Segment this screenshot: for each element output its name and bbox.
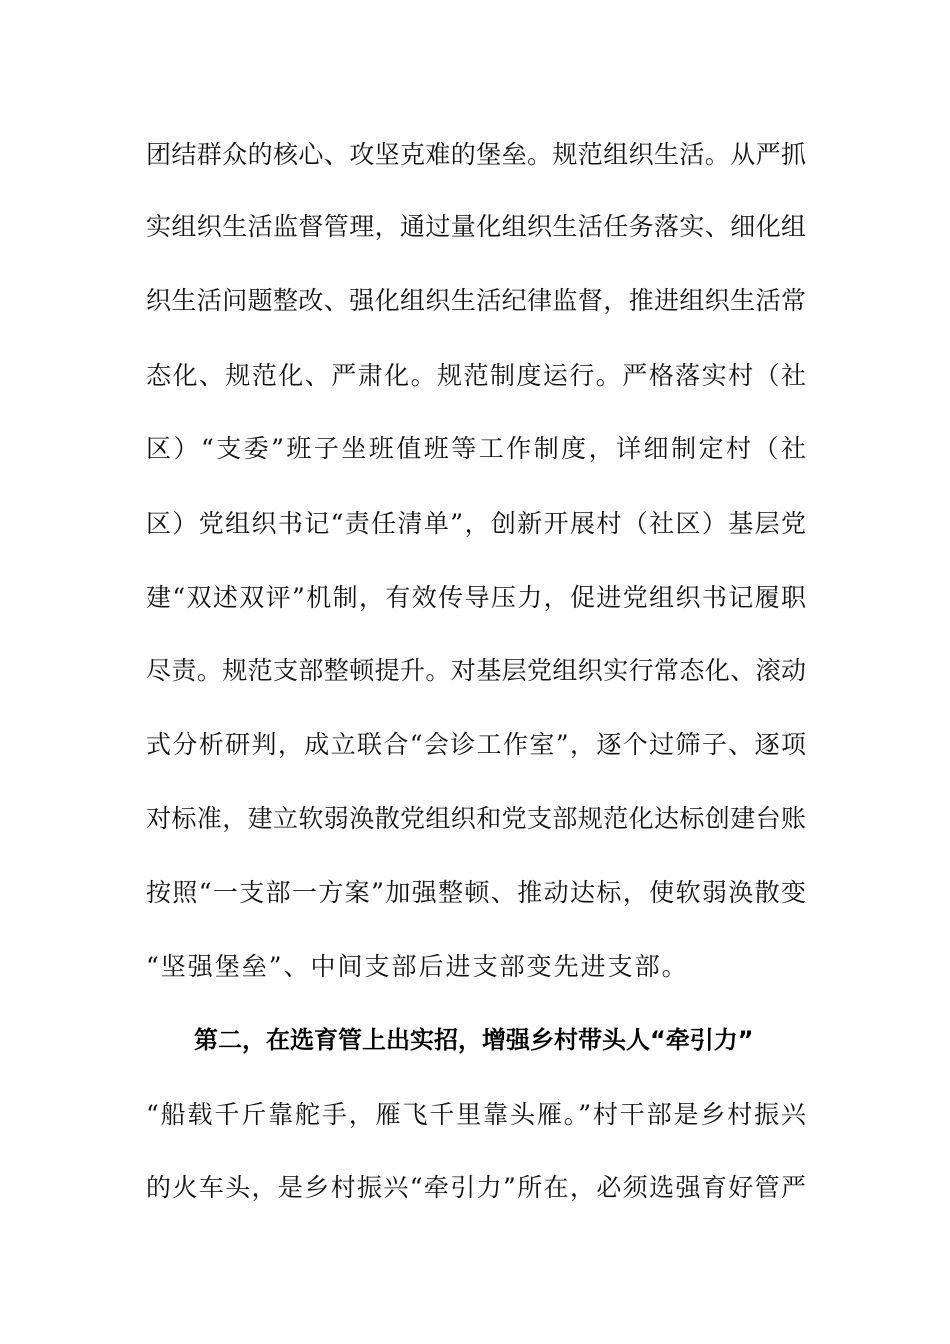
paragraph-line: 式分析研判，成立联合“会诊工作室”，逐个过筛子、逐项 bbox=[146, 730, 806, 759]
paragraph-line: 按照“一支部一方案”加强整顿、推动达标，使软弱涣散变 bbox=[146, 878, 806, 907]
paragraph-line: 对标准，建立软弱涣散党组织和党支部规范化达标创建台账 bbox=[146, 804, 806, 833]
paragraph-line: 的火车头，是乡村振兴“牵引力”所在，必须选强育好管严 bbox=[146, 1173, 806, 1202]
paragraph-line: 团结群众的核心、攻坚克难的堡垒。规范组织生活。从严抓 bbox=[146, 140, 806, 169]
paragraph-line: “坚强堡垒”、中间支部后进支部变先进支部。 bbox=[146, 952, 689, 981]
paragraph-line: 区）“支委”班子坐班值班等工作制度，详细制定村（社 bbox=[146, 434, 806, 463]
section-heading: 第二，在选育管上出实招，增强乡村带头人“牵引力” bbox=[194, 1026, 754, 1054]
paragraph-line: 态化、规范化、严肃化。规范制度运行。严格落实村（社 bbox=[146, 361, 806, 390]
paragraph-line: 织生活问题整改、强化组织生活纪律监督，推进组织生活常 bbox=[146, 286, 806, 315]
paragraph-line: 建“双述双评”机制，有效传导压力，促进党组织书记履职 bbox=[146, 583, 806, 612]
paragraph-line: “船载千斤靠舵手，雁飞千里靠头雁。”村干部是乡村振兴 bbox=[146, 1100, 806, 1129]
paragraph-line: 区）党组织书记“责任清单”，创新开展村（社区）基层党 bbox=[146, 509, 806, 538]
paragraph-line: 实组织生活监督管理，通过量化组织生活任务落实、细化组 bbox=[146, 212, 806, 241]
paragraph-line: 尽责。规范支部整顿提升。对基层党组织实行常态化、滚动 bbox=[146, 656, 806, 685]
